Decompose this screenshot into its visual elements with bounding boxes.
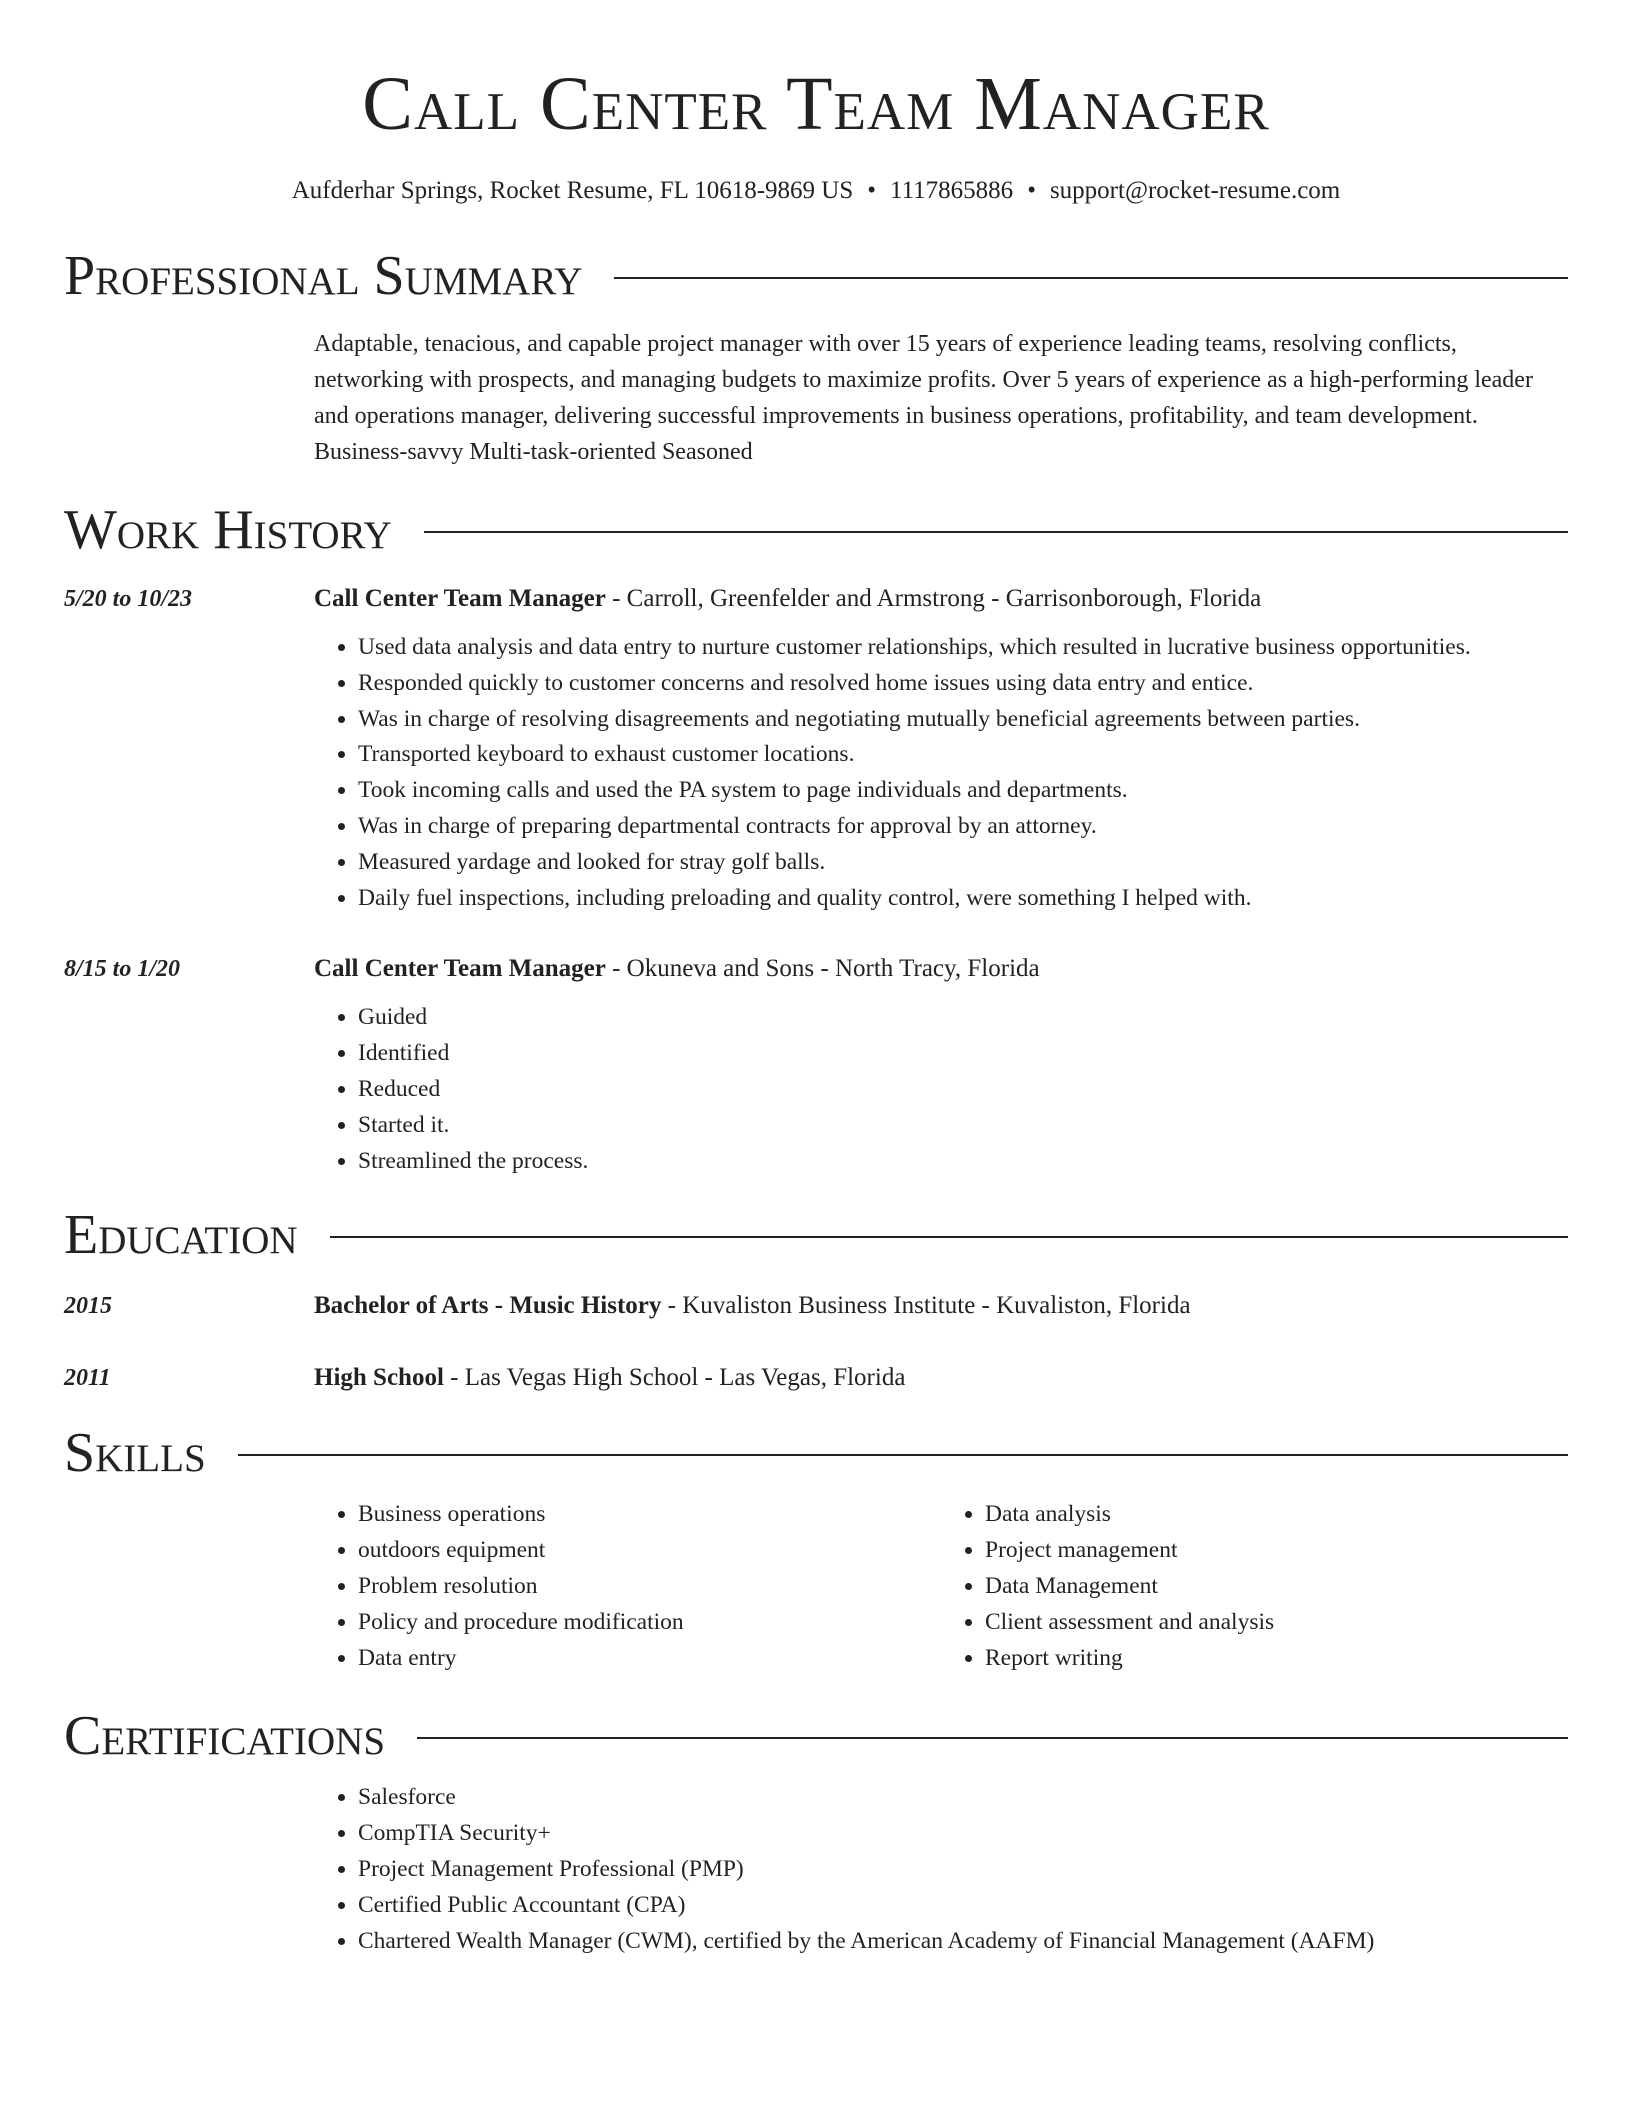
list-item: • Chartered Wealth Manager (CWM), certified by the American Academy of Financial Management (AAFM) — [358, 1924, 1568, 1960]
section-divider — [238, 1454, 1568, 1456]
job-heading — [314, 952, 1568, 986]
certifications-bullets — [314, 1780, 1568, 1959]
contact-separator: • — [867, 177, 877, 204]
job-role: Call Center Team Manager — [314, 585, 606, 612]
education-degree: Bachelor of Arts - Music History — [314, 1292, 662, 1320]
list-item: • Project management — [985, 1533, 1568, 1569]
education-section-header — [64, 1203, 1568, 1267]
list-item: • Used data analysis and data entry to nurture customer relationships, which resulted in lucrative business opportunities. — [358, 630, 1568, 666]
skills-section-header — [64, 1421, 1568, 1485]
education-heading — [314, 1361, 905, 1395]
list-item: • CompTIA Security+ — [358, 1816, 1568, 1852]
list-item: • Was in charge of preparing departmental contracts for approval by an attorney. — [358, 809, 1568, 845]
contact-address: Aufderhar Springs, Rocket Resume, FL 10618-9869 US — [291, 177, 854, 204]
education-degree: High School — [314, 1364, 444, 1392]
list-item: • Measured yardage and looked for stray golf balls. — [358, 845, 1568, 881]
job-bullets — [314, 1000, 1568, 1179]
list-item: • Policy and procedure modification — [358, 1605, 941, 1641]
section-divider — [417, 1737, 1568, 1739]
work-section-header — [64, 498, 1568, 562]
job-details: - Okuneva and Sons - North Tracy, Florida — [605, 955, 1040, 983]
section-title-skills: Skills — [64, 1422, 206, 1485]
skills-bullets — [941, 1497, 1568, 1676]
list-item: • Client assessment and analysis — [985, 1605, 1568, 1641]
section-title-education: Education — [64, 1204, 298, 1267]
summary-text: Adaptable, tenacious, and capable project manager with over 15 years of experience leading teams, resolving conflicts, networking with prospects, and managing budgets to maximize profits. Over 5 years of experience as a high-performing leader and operations manager, delivering successful improvements in business operations, profitability, and team development. Business-savvy Multi-task-oriented Seasoned — [314, 331, 1533, 465]
job-heading — [314, 582, 1568, 616]
education-entry — [64, 1361, 1568, 1395]
section-title-work: Work History — [64, 499, 392, 561]
list-item: • Streamlined the process. — [358, 1144, 1568, 1180]
list-item: • Project Management Professional (PMP) — [358, 1852, 1568, 1888]
resume-name: Call Center Team Manager — [362, 62, 1270, 146]
list-item: • Salesforce — [358, 1780, 1568, 1816]
job-dates: 5/20 to 10/23 — [64, 586, 193, 612]
job-body — [314, 582, 1568, 916]
list-item: • Problem resolution — [358, 1569, 941, 1605]
education-year: 2015 — [64, 1293, 112, 1320]
job-dates: 8/15 to 1/20 — [64, 956, 181, 983]
skills-column-right — [941, 1497, 1568, 1676]
list-item: • Transported keyboard to exhaust customer locations. — [358, 737, 1568, 773]
list-item: • Data entry — [358, 1641, 941, 1677]
list-item: • Identified — [358, 1036, 1568, 1072]
education-details: - Kuvaliston Business Institute - Kuvaliston, Florida — [661, 1292, 1191, 1320]
list-item: • Data Management — [985, 1569, 1568, 1605]
summary-section-header — [64, 244, 1568, 308]
job-body — [314, 952, 1568, 1179]
job-entry — [64, 582, 1568, 916]
contact-line — [64, 174, 1568, 208]
section-divider — [614, 277, 1568, 279]
job-details: - Carroll, Greenfelder and Armstrong - Garrisonborough, Florida — [605, 585, 1262, 612]
list-item: • Was in charge of resolving disagreements and negotiating mutually beneficial agreements between parties. — [358, 702, 1568, 738]
skills-bullets — [314, 1497, 941, 1676]
education-heading — [314, 1289, 1191, 1323]
education-details: - Las Vegas High School - Las Vegas, Florida — [443, 1364, 906, 1392]
certifications-section-header — [64, 1704, 1568, 1768]
skills-list — [314, 1497, 1568, 1676]
list-item: • Reduced — [358, 1072, 1568, 1108]
section-title-summary: Professional Summary — [64, 245, 583, 307]
section-divider — [330, 1236, 1568, 1238]
education-entry — [64, 1289, 1568, 1323]
certifications-list — [314, 1780, 1568, 1959]
job-role: Call Center Team Manager — [314, 955, 606, 983]
contact-phone: 1117865886 — [890, 177, 1014, 204]
skills-column-left — [314, 1497, 941, 1676]
section-divider — [424, 531, 1568, 533]
section-title-certifications: Certifications — [64, 1705, 386, 1768]
contact-email: support@rocket-resume.com — [1049, 177, 1341, 204]
list-item: • Business operations — [358, 1497, 941, 1533]
list-item: • Data analysis — [985, 1497, 1568, 1533]
list-item: • Daily fuel inspections, including preloading and quality control, were something I helped with. — [358, 881, 1568, 917]
job-bullets — [314, 630, 1568, 916]
education-year: 2011 — [64, 1365, 111, 1392]
list-item: • Guided — [358, 1000, 1568, 1036]
list-item: • Took incoming calls and used the PA system to page individuals and departments. — [358, 773, 1568, 809]
list-item: • Certified Public Accountant (CPA) — [358, 1888, 1568, 1924]
list-item: • Report writing — [985, 1641, 1568, 1677]
job-entry — [64, 952, 1568, 1179]
list-item: • Started it. — [358, 1108, 1568, 1144]
list-item: • Responded quickly to customer concerns and resolved home issues using data entry and entice. — [358, 666, 1568, 702]
list-item: • outdoors equipment — [358, 1533, 941, 1569]
contact-separator: • — [1027, 177, 1036, 204]
